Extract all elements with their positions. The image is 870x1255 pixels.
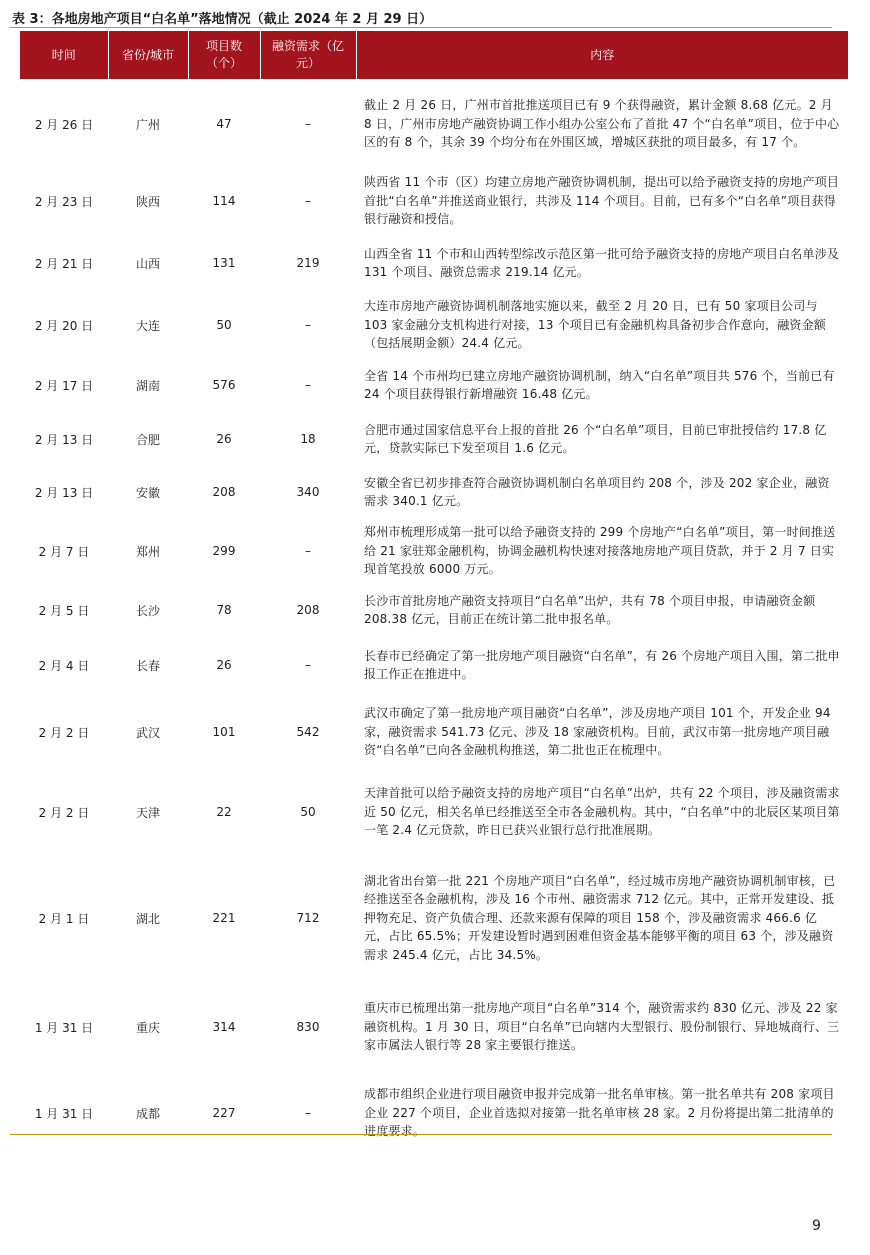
table-row <box>20 983 848 1071</box>
row-place: 湖北 <box>135 911 160 926</box>
table-row <box>20 169 848 233</box>
row-date: 2 月 5 日 <box>38 603 90 618</box>
row-amount: – <box>305 1106 311 1120</box>
row-count: 47 <box>216 117 232 131</box>
row-count: 208 <box>212 485 236 499</box>
row-date: 1 月 31 日 <box>34 1106 94 1121</box>
row-content: 武汉市确定了第一批房地产项目融资“白名单”，涉及房地产项目 101 个，开发企业 94 家，融资需求 541.73 亿元、涉及 18 家融资机构。目前，武汉市第一批房地产项目融资“白名单”已向各金融机构推送，第二批也正在梳理中。 <box>364 706 831 758</box>
row-count: 131 <box>212 256 236 270</box>
row-amount: 830 <box>296 1020 320 1034</box>
table-row <box>20 637 848 693</box>
header-financing: 融资需求（亿元） <box>260 31 356 79</box>
row-amount: 208 <box>296 603 320 617</box>
table-row <box>20 1071 848 1155</box>
white-list-table <box>20 31 848 1155</box>
row-place: 天津 <box>135 805 160 820</box>
row-place: 成都 <box>135 1106 160 1121</box>
row-amount: – <box>305 117 311 131</box>
table-row <box>20 293 848 357</box>
row-content: 安徽全省已初步排查符合融资协调机制白名单项目约 208 个，涉及 202 家企业，融资需求 340.1 亿元。 <box>364 475 830 508</box>
row-place: 合肥 <box>135 432 160 447</box>
row-place: 长沙 <box>135 603 160 618</box>
row-amount: 18 <box>300 432 316 446</box>
row-amount: – <box>305 318 311 332</box>
table-header-row <box>20 31 848 79</box>
row-amount: 712 <box>296 911 320 925</box>
row-date: 2 月 13 日 <box>34 485 94 500</box>
row-place: 湖南 <box>135 378 160 393</box>
row-date: 2 月 13 日 <box>34 432 94 447</box>
row-date: 1 月 31 日 <box>34 1020 94 1035</box>
table-row <box>20 853 848 983</box>
table-caption: 表 3：各地房地产项目“白名单”落地情况（截止 2024 年 2 月 29 日） <box>12 12 433 27</box>
table-bottom-divider <box>10 1134 832 1135</box>
row-content: 长春市已经确定了第一批房地产项目融资“白名单”，有 26 个房地产项目入围，第二批申报工作正在推进中。 <box>364 648 840 681</box>
row-date: 2 月 17 日 <box>34 378 94 393</box>
table-row <box>20 583 848 637</box>
table-row <box>20 519 848 583</box>
row-content: 重庆市已梳理出第一批房地产项目“白名单”314 个，融资需求约 830 亿元、涉及 22 家融资机构。1 月 30 日，项目“白名单”已向辖内大型银行、股份制银行、异地城商行、三家市属法人银行等 28 家主要银行推送。 <box>364 1001 840 1053</box>
row-content: 合肥市通过国家信息平台上报的首批 26 个“白名单”项目，目前已审批授信约 17.8 亿元，贷款实际已下发至项目 1.6 亿元。 <box>364 422 827 455</box>
row-date: 2 月 1 日 <box>38 911 90 926</box>
row-date: 2 月 23 日 <box>34 194 94 209</box>
row-amount: 340 <box>296 485 320 499</box>
row-count: 50 <box>216 318 232 332</box>
table-row <box>20 233 848 293</box>
row-place: 长春 <box>135 658 160 673</box>
row-count: 314 <box>212 1020 236 1034</box>
row-amount: 542 <box>296 725 320 739</box>
table-row <box>20 465 848 519</box>
table-row <box>20 357 848 413</box>
row-place: 广州 <box>135 117 160 132</box>
row-content: 成都市组织企业进行项目融资申报并完成第一批名单审核。第一批名单共有 208 家项目企业 227 个项目，企业首选拟对接第一批名单审核 28 家。2 月份将提出第二批清单的进度要求。 <box>364 1087 835 1139</box>
header-projects: 项目数（个） <box>188 31 260 79</box>
row-content: 山西全省 11 个市和山西转型综改示范区第一批可给予融资支持的房地产项目白名单涉及 131 个项目、融资总需求 219.14 亿元。 <box>364 246 840 279</box>
table-row <box>20 79 848 169</box>
row-date: 2 月 26 日 <box>34 117 94 132</box>
row-count: 576 <box>212 378 236 392</box>
row-amount: 219 <box>296 256 320 270</box>
row-place: 安徽 <box>135 485 160 500</box>
row-amount: 50 <box>300 805 316 819</box>
row-content: 天津首批可以给予融资支持的房地产项目“白名单”出炉，共有 22 个项目，涉及融资需求近 50 亿元，相关名单已经推送至全市各金融机构。其中，“白名单”中的北辰区某项目第一笔 2.4 亿元贷款，昨日已获兴业银行总行批准展期。 <box>364 786 840 838</box>
row-content: 陕西省 11 个市（区）均建立房地产融资协调机制，提出可以给予融资支持的房地产项目首批“白名单”并推送商业银行，共涉及 114 个项目。目前，已有多个“白名单”项目获得银行融资和授信。 <box>364 175 840 227</box>
row-place: 重庆 <box>135 1020 160 1035</box>
header-time: 时间 <box>20 31 108 79</box>
row-place: 陕西 <box>135 194 160 209</box>
row-count: 299 <box>212 544 236 558</box>
row-date: 2 月 20 日 <box>34 318 94 333</box>
page-number: 9 <box>812 1218 821 1234</box>
row-count: 227 <box>212 1106 236 1120</box>
table-row <box>20 693 848 771</box>
row-date: 2 月 21 日 <box>34 256 94 271</box>
row-amount: – <box>305 544 311 558</box>
header-province: 省份/城市 <box>108 31 188 79</box>
row-date: 2 月 7 日 <box>38 544 90 559</box>
row-content: 郑州市梳理形成第一批可以给予融资支持的 299 个房地产“白名单”项目，第一时间推送给 21 家驻郑金融机构，协调金融机构快速对接落地房地产项目贷款，并于 2 月 7 日实现首笔投放 6000 万元。 <box>364 525 836 577</box>
row-count: 26 <box>216 432 232 446</box>
row-count: 22 <box>216 805 232 819</box>
row-amount: – <box>305 658 311 672</box>
row-content: 湖北省出台第一批 221 个房地产项目“白名单”，经过城市房地产融资协调机制审核，已经推送至各金融机构，涉及 16 个市州、融资需求 712 亿元。其中，正常开发建设、抵押物充足、资产负债合理、还款来源有保障的项目 158 个，涉及融资需求 466.6 亿元，占比 65.5%；开发建设暂时遇到困难但资金基本能够平衡的项目 63 个，涉及融资需求 245.4 亿元，占比 34.5%。 <box>364 873 836 962</box>
row-amount: – <box>305 194 311 208</box>
row-count: 221 <box>212 911 236 925</box>
caption-divider <box>10 27 832 28</box>
row-place: 大连 <box>135 318 160 333</box>
row-date: 2 月 2 日 <box>38 805 90 820</box>
row-date: 2 月 4 日 <box>38 658 90 673</box>
row-count: 26 <box>216 658 232 672</box>
header-content: 内容 <box>356 31 848 79</box>
row-content: 大连市房地产融资协调机制落地实施以来，截至 2 月 20 日，已有 50 家项目公司与 103 家金融分支机构进行对接，13 个项目已有金融机构具备初步合作意向，融资金额（包括展期金额）24.4 亿元。 <box>364 299 827 351</box>
row-content: 全省 14 个市州均已建立房地产融资协调机制，纳入“白名单”项目共 576 个，当前已有 24 个项目获得银行新增融资 16.48 亿元。 <box>364 368 835 401</box>
row-place: 郑州 <box>135 544 160 559</box>
row-place: 山西 <box>135 256 160 271</box>
row-date: 2 月 2 日 <box>38 725 90 740</box>
table-row <box>20 771 848 853</box>
row-count: 101 <box>212 725 236 739</box>
row-amount: – <box>305 378 311 392</box>
row-place: 武汉 <box>135 725 160 740</box>
row-content: 截止 2 月 26 日，广州市首批推送项目已有 9 个获得融资，累计金额 8.68 亿元。2 月 8 日，广州市房地产融资协调工作小组办公室公布了首批 47 个“白名单”项目，位于中心区的有 8 个，其余 39 个均分布在外围区域，增城区获批的项目最多，有 17 个。 <box>364 98 840 150</box>
row-count: 114 <box>212 194 236 208</box>
row-count: 78 <box>216 603 232 617</box>
row-content: 长沙市首批房地产融资支持项目“白名单”出炉，共有 78 个项目申报，申请融资金额 208.38 亿元，目前正在统计第二批申报名单。 <box>364 593 816 626</box>
table-row <box>20 413 848 465</box>
